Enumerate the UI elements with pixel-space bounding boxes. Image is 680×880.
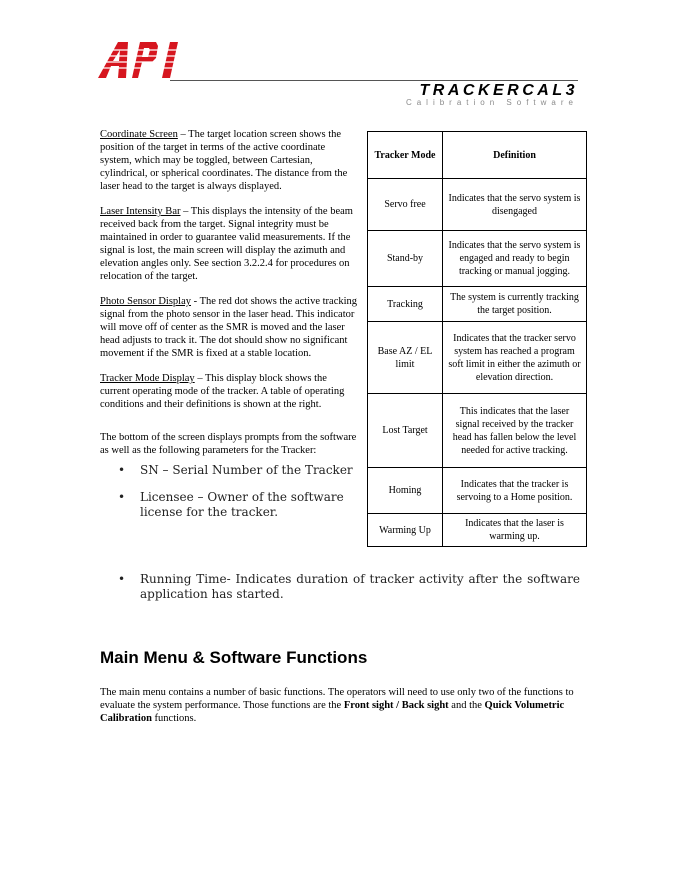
mode-cell: Stand-by <box>368 231 443 287</box>
mode-cell: Base AZ / EL limit <box>368 322 443 394</box>
column-header-definition: Definition <box>443 132 587 179</box>
term-photo-sensor-display: Photo Sensor Display <box>100 296 192 307</box>
section-intro <box>100 686 580 725</box>
tracker-mode-table <box>367 131 587 547</box>
list-item <box>100 463 358 478</box>
paragraph-text: - The red dot shows the active tracking signal from the photo sensor in the laser head. This indicator will move off of center as the SMR is moved and the laser head adjusts to track it. The dot should show no significant movement if the SMR is fixed at a stable location. <box>100 296 358 359</box>
table-row <box>368 231 587 287</box>
product-subtitle: Calibration Software <box>405 98 578 107</box>
table-row <box>368 468 587 514</box>
paragraph-text: – This display block shows the current operating mode of the tracker. A table of operating conditions and their definitions is shown at the right. <box>100 373 345 410</box>
intro-text: functions. <box>151 713 197 724</box>
function-quick-volumetric-calibration: Quick Volumetric Calibration <box>100 700 565 724</box>
definition-cell: Indicates that the tracker servo system has reached a program soft limit in either the azimuth or elevation direction. <box>443 322 587 394</box>
mode-cell: Homing <box>368 468 443 514</box>
function-front-back-sight: Front sight / Back sight <box>343 700 449 711</box>
mode-cell: Warming Up <box>368 514 443 547</box>
mode-cell: Tracking <box>368 287 443 322</box>
mode-cell: Servo free <box>368 179 443 231</box>
column-header-tracker-mode: Tracker Mode <box>368 132 443 179</box>
list-item-text: Licensee – Owner of the software license for the tracker. <box>140 490 344 519</box>
paragraph-text: – The target location screen shows the position of the target in terms of the active coordinate system, which may be toggled, between Cartesian, cylindrical, or spherical coordinates. The distance from the laser head to the target is always displayed. <box>100 129 348 192</box>
paragraph-tracker-mode-display <box>100 372 358 411</box>
definition-cell: The system is currently tracking the target position. <box>443 287 587 322</box>
product-title: TRACKERCAL3 <box>419 82 578 99</box>
mode-cell: Lost Target <box>368 394 443 468</box>
api-logo <box>96 36 184 82</box>
definition-cell: Indicates that the servo system is disengaged <box>443 179 587 231</box>
bottom-intro: The bottom of the screen displays prompts from the software as well as the following parameters for the Tracker: <box>100 432 357 456</box>
definition-cell: Indicates that the tracker is servoing to a Home position. <box>443 468 587 514</box>
header-rule <box>170 80 578 81</box>
paragraph-photo-sensor-display <box>100 295 358 360</box>
paragraph-laser-intensity-bar <box>100 205 358 283</box>
table-row <box>368 322 587 394</box>
list-item-text: Running Time- Indicates duration of tracker activity after the software application has started. <box>140 572 580 601</box>
table-header-row <box>368 132 587 179</box>
term-laser-intensity-bar: Laser Intensity Bar <box>100 206 181 217</box>
intro-text: and the <box>448 700 485 711</box>
term-tracker-mode-display: Tracker Mode Display <box>100 373 195 384</box>
section-heading: Main Menu & Software Functions <box>100 648 368 667</box>
definition-cell: This indicates that the laser signal received by the tracker head has fallen below the level needed for active tracking. <box>443 394 587 468</box>
definition-cell: Indicates that the servo system is engaged and ready to begin tracking or manual jogging. <box>443 231 587 287</box>
left-column <box>100 128 358 532</box>
paragraph-text: – This displays the intensity of the beam received back from the target. Signal integrity must be maintained in order to guarantee valid measurements. If the signal is lost, the main screen will display the azimuth and elevation angles only. See section 3.2.2.4 for procedures on relocation of the target. <box>100 206 353 282</box>
bullet-icon: • <box>118 572 126 586</box>
paragraph-coordinate-screen <box>100 128 358 193</box>
table-row <box>368 287 587 322</box>
bullet-icon: • <box>118 490 126 504</box>
parameter-list <box>100 463 358 520</box>
term-coordinate-screen: Coordinate Screen <box>100 129 178 140</box>
intro-text: The main menu contains a number of basic functions. The operators will need to use only two of the functions to evaluate the system performance. Those functions are the <box>100 687 574 711</box>
list-item <box>100 490 358 520</box>
list-item-running-time <box>100 572 580 602</box>
table-row <box>368 514 587 547</box>
table-row <box>368 394 587 468</box>
list-item-text: SN – Serial Number of the Tracker <box>140 463 353 477</box>
api-logo-mark <box>98 42 178 78</box>
table-row <box>368 179 587 231</box>
definition-cell: Indicates that the laser is warming up. <box>443 514 587 547</box>
bullet-icon: • <box>118 463 126 477</box>
